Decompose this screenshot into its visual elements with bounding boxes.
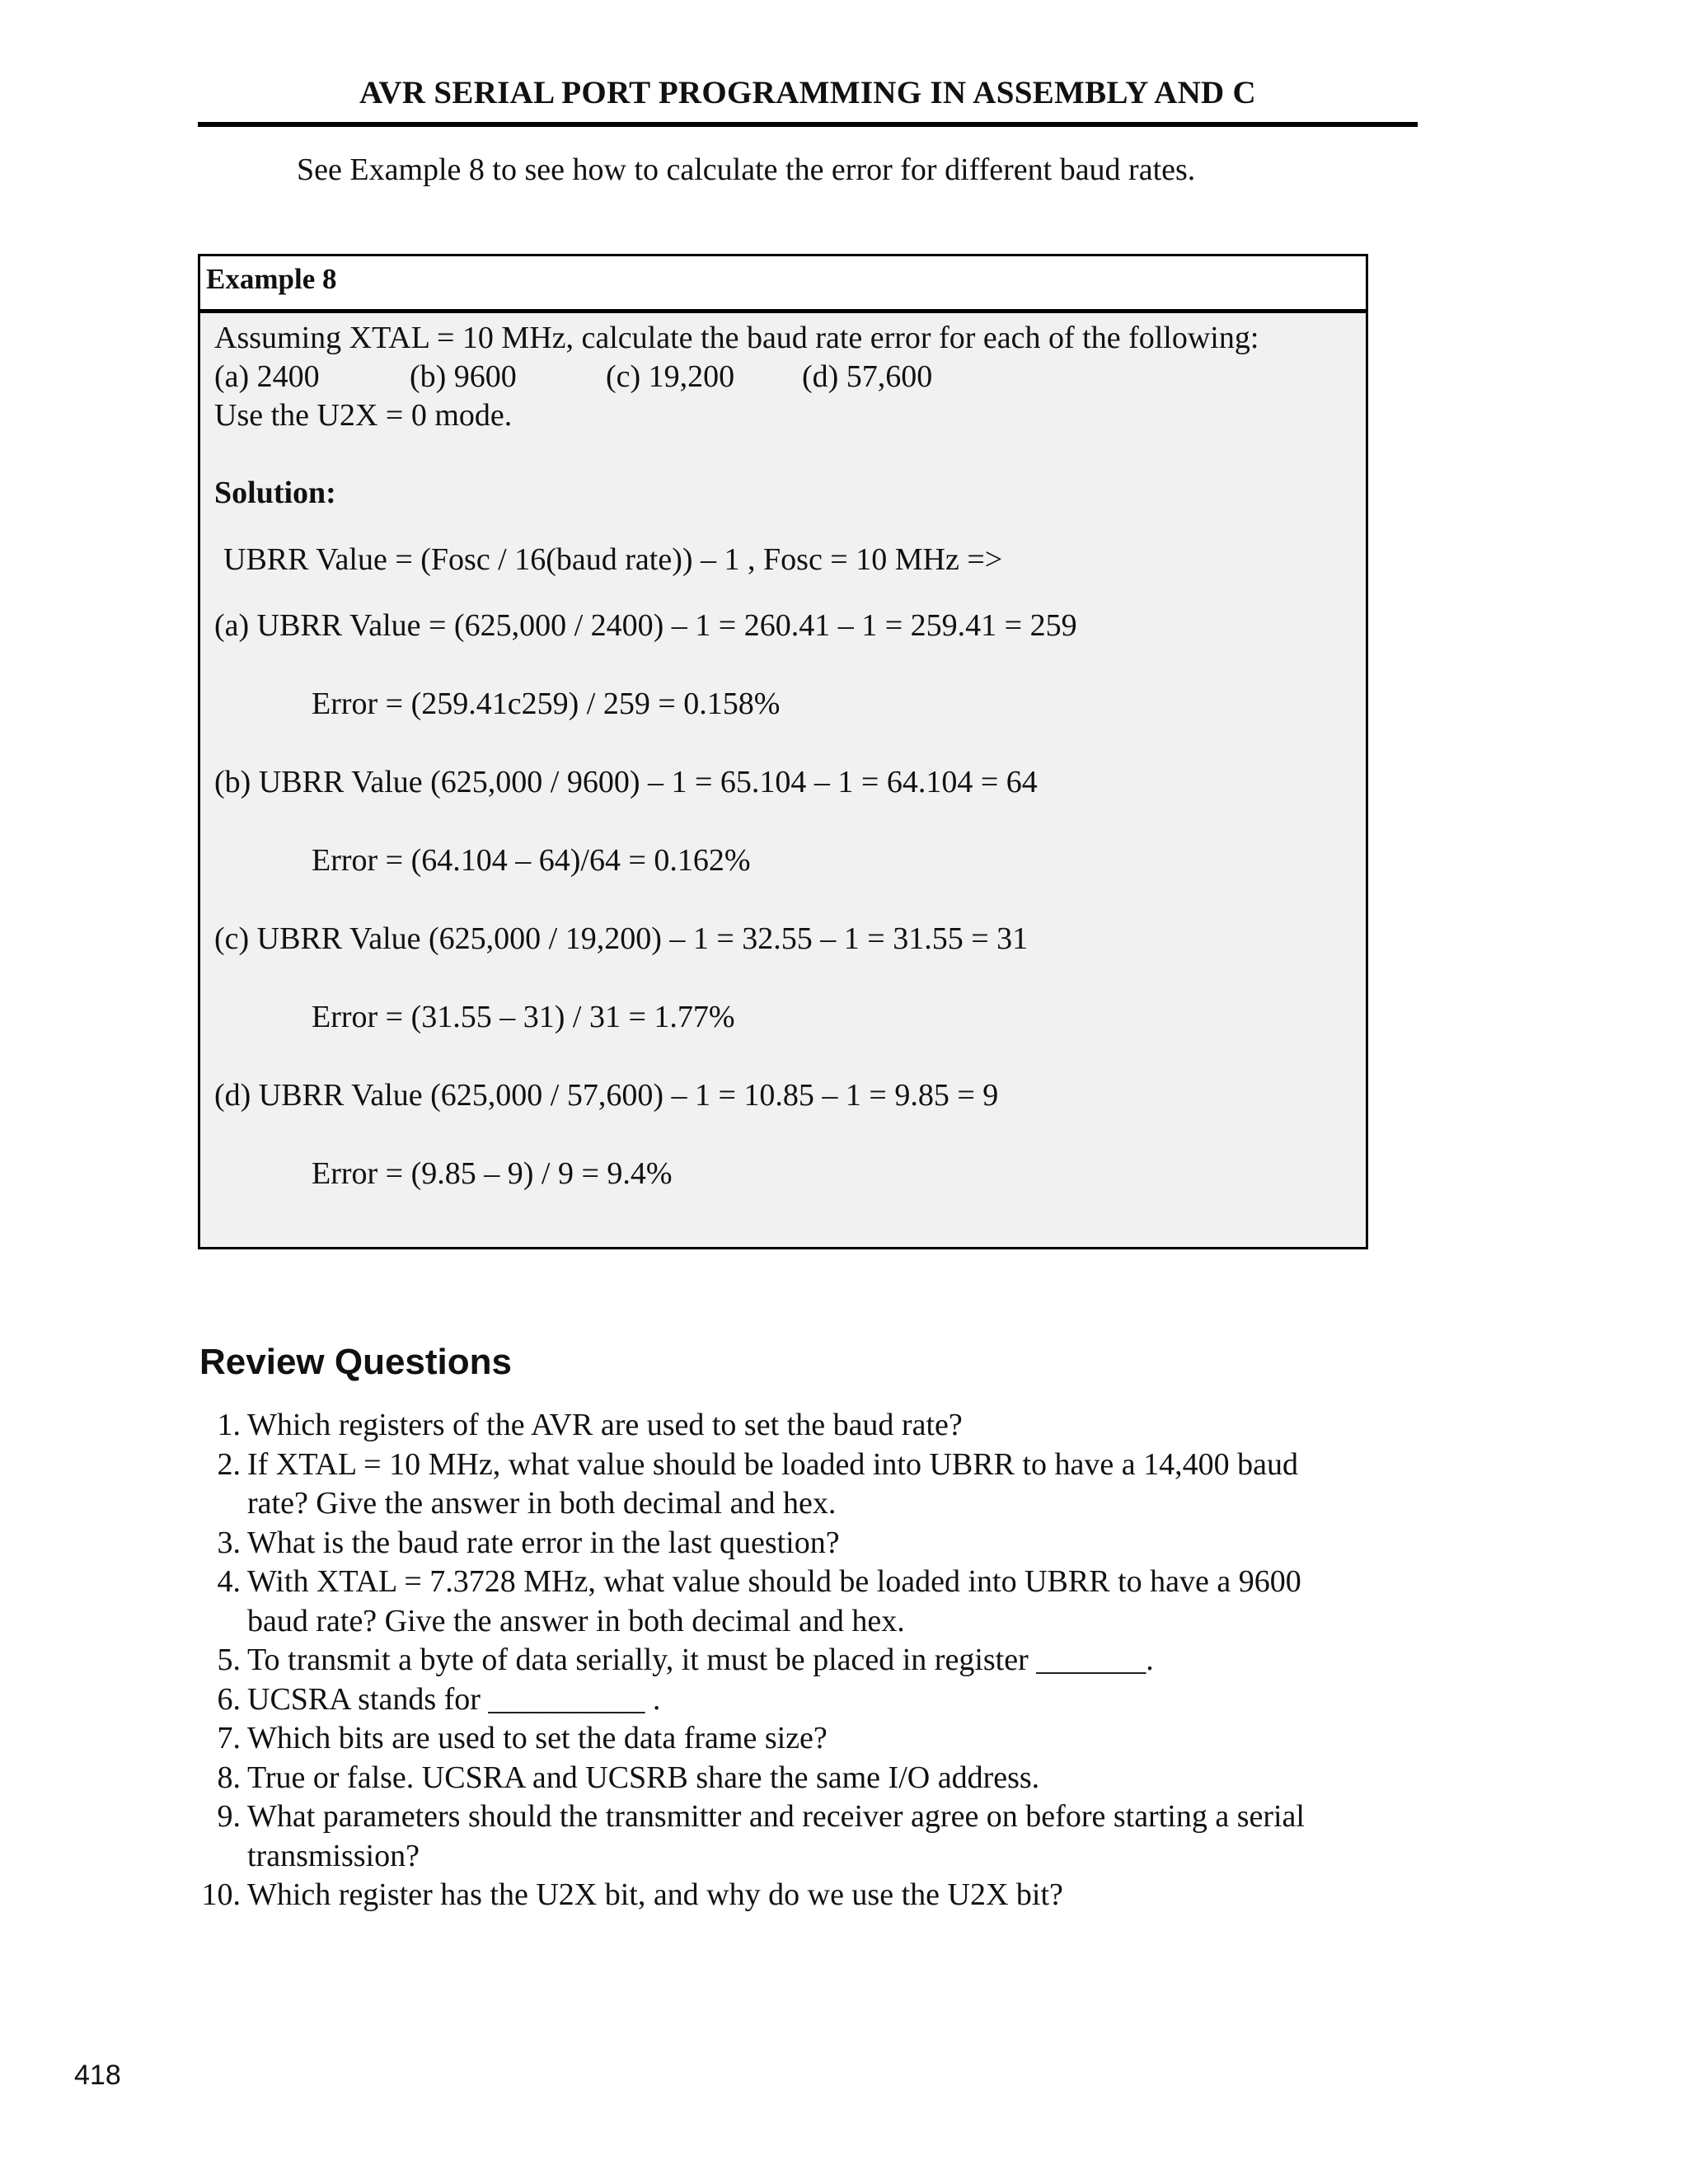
step-c-ubrr: (c) UBRR Value (625,000 / 19,200) – 1 = 32.55 – 1 = 31.55 = 31 xyxy=(214,921,1029,956)
question-text: UCSRA stands for __________ . xyxy=(247,1681,661,1717)
review-question xyxy=(198,1406,1335,1446)
mode-line: Use the U2X = 0 mode. xyxy=(214,398,513,433)
question-text: Which register has the U2X bit, and why do we use the U2X bit? xyxy=(247,1877,1063,1912)
question-text: Which bits are used to set the data frame size? xyxy=(247,1721,828,1755)
step-d-error: Error = (9.85 – 9) / 9 = 9.4% xyxy=(312,1156,673,1191)
review-question xyxy=(198,1524,1335,1563)
example-title-rule xyxy=(200,309,1366,313)
step-b-ubrr: (b) UBRR Value (625,000 / 9600) – 1 = 65.104 – 1 = 64.104 = 64 xyxy=(214,765,1038,799)
review-question xyxy=(198,1563,1335,1641)
option-d: (d) 57,600 xyxy=(802,359,933,394)
question-text: What parameters should the transmitter and receiver agree on before starting a serial transmission? xyxy=(247,1799,1305,1873)
question-number: 2. xyxy=(217,1446,241,1482)
review-question xyxy=(198,1446,1335,1524)
question-text: To transmit a byte of data serially, it must be placed in register _______. xyxy=(247,1643,1154,1677)
ubrr-formula: UBRR Value = (Fosc / 16(baud rate)) – 1 , Fosc = 10 MHz => xyxy=(223,542,1003,577)
question-text: With XTAL = 7.3728 MHz, what value should be loaded into UBRR to have a 9600 baud rate? Give the answer in both decimal and hex. xyxy=(247,1564,1301,1638)
option-b: (b) 9600 xyxy=(410,359,517,394)
question-number: 8. xyxy=(217,1760,241,1795)
step-c-error: Error = (31.55 – 31) / 31 = 1.77% xyxy=(312,1000,735,1034)
step-d-ubrr: (d) UBRR Value (625,000 / 57,600) – 1 = 10.85 – 1 = 9.85 = 9 xyxy=(214,1078,999,1113)
question-number: 9. xyxy=(217,1799,241,1834)
review-question xyxy=(198,1797,1335,1876)
example-title: Example 8 xyxy=(200,256,1366,309)
review-heading: Review Questions xyxy=(199,1342,513,1382)
solution-label: Solution: xyxy=(214,476,336,510)
example-box xyxy=(198,254,1368,1249)
review-question xyxy=(198,1680,1335,1720)
question-number: 10. xyxy=(201,1877,241,1912)
question-number: 1. xyxy=(217,1408,241,1442)
review-question xyxy=(198,1719,1335,1759)
review-question xyxy=(198,1876,1335,1915)
step-a-ubrr: (a) UBRR Value = (625,000 / 2400) – 1 = 260.41 – 1 = 259.41 = 259 xyxy=(214,608,1077,643)
question-text: Which registers of the AVR are used to set the baud rate? xyxy=(247,1408,963,1442)
question-text: True or false. UCSRA and UCSRB share the same I/O address. xyxy=(247,1760,1040,1795)
review-question-list xyxy=(198,1406,1335,1915)
question-number: 7. xyxy=(217,1721,241,1755)
question-text: If XTAL = 10 MHz, what value should be loaded into UBRR to have a 14,400 baud rate? Give the answer in both decimal and hex. xyxy=(247,1446,1298,1521)
header-rule xyxy=(198,122,1418,127)
intro-paragraph: See Example 8 to see how to calculate the error for different baud rates. xyxy=(297,152,1196,187)
review-question xyxy=(198,1759,1335,1798)
review-question xyxy=(198,1641,1335,1680)
question-number: 6. xyxy=(217,1681,241,1717)
question-number: 4. xyxy=(217,1564,241,1599)
running-header: AVR SERIAL PORT PROGRAMMING IN ASSEMBLY AND C xyxy=(359,75,1257,110)
step-a-error: Error = (259.41c259) / 259 = 0.158% xyxy=(312,687,781,721)
step-b-error: Error = (64.104 – 64)/64 = 0.162% xyxy=(312,843,751,878)
question-number: 3. xyxy=(217,1525,241,1560)
problem-statement: Assuming XTAL = 10 MHz, calculate the baud rate error for each of the following: xyxy=(214,321,1259,355)
question-text: What is the baud rate error in the last question? xyxy=(247,1525,840,1560)
option-c: (c) 19,200 xyxy=(606,359,735,394)
page-number: 418 xyxy=(74,2060,121,2091)
option-a: (a) 2400 xyxy=(214,359,320,394)
question-number: 5. xyxy=(217,1643,241,1677)
